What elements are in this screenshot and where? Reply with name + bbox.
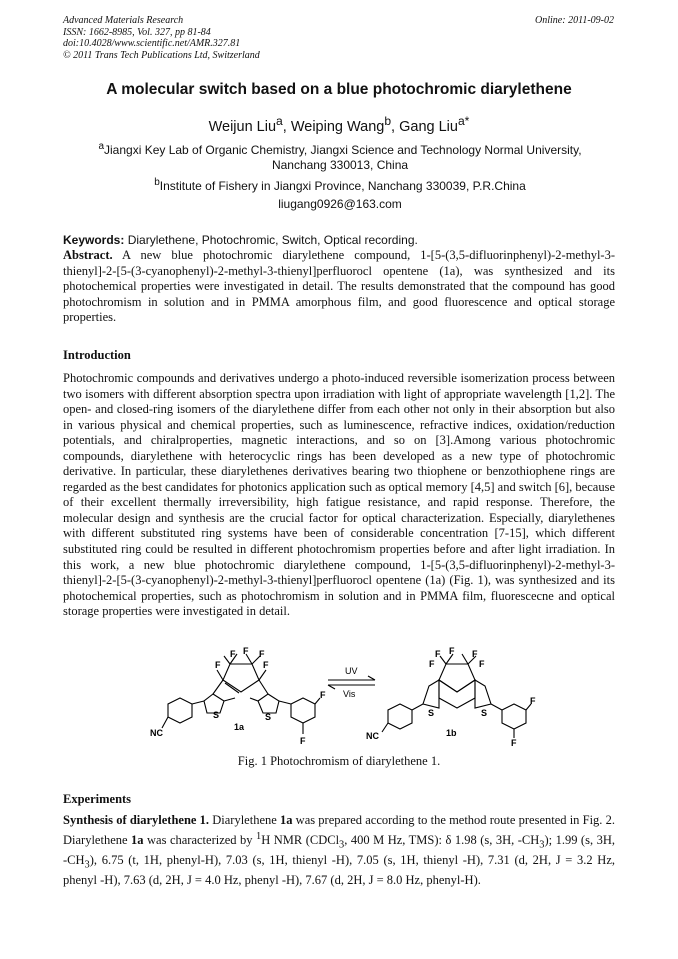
subscript: 3 (84, 859, 90, 871)
subscript: 3 (339, 839, 345, 851)
abstract-text: A new blue photochromic diarylethene compound, 1-[5-(3,5-difluorinphenyl)-2-methyl-3-thienyl]-2-[5-(3-cyanophenyl)-2-methyl-3-thienyl]perfluorocl opentene (1a), was synthesized and its photochemical properties were investigated in detail. The results demonstrated that the compound has good photochromism in solution and in PMMA amorphous film, and good fluorescence and optical storage properties. (63, 248, 616, 325)
text-run: ); 1.99 (s, 3H, -CH (63, 832, 615, 867)
cyclohexadiene-ring (439, 680, 475, 708)
section-heading-experiments: Experiments (63, 792, 132, 806)
keywords (63, 233, 615, 247)
copyright-line: © 2011 Trans Tech Publications Ltd, Switzerland (63, 49, 260, 61)
abstract (63, 248, 615, 326)
fluorine-label: F (215, 660, 221, 670)
fluorine-label: F (243, 646, 249, 656)
fluorine-label: F (511, 738, 517, 746)
affiliation (80, 139, 600, 173)
molecule-1b (382, 654, 531, 738)
text-run: was characterized by (143, 832, 257, 847)
fluorine-label: F (259, 649, 265, 659)
section-heading-introduction: Introduction (63, 348, 131, 362)
fluorine-label: F (320, 690, 326, 700)
figure-caption: Fig. 1 Photochromism of diarylethene 1. (237, 754, 441, 768)
doi-line: doi:10.4028/www.scientific.net/AMR.327.81 (63, 38, 241, 49)
reaction-arrows (328, 676, 375, 689)
text-run: Diarylethene (209, 813, 280, 827)
author-affiliation-mark: a* (457, 114, 470, 128)
experiments-body (63, 813, 615, 888)
uv-label: UV (345, 666, 358, 676)
compound-ref: 1a (279, 813, 293, 827)
perfluorocyclopentene-ring (223, 664, 259, 692)
text-run: ), 6.75 (t, 1H, phenyl-H), 7.03 (s, 1H, thienyl -H), 7.05 (s, 1H, thienyl -H), 7.31 (d, 2H, J = 3.2 Hz, phenyl -H), 7.63 (d, 2H, J = 4.0 Hz, phenyl -H), 7.67 (d, 2H, J = 8.0 Hz, phenyl-H). (63, 852, 615, 887)
issn-line: ISSN: 1662-8985, Vol. 327, pp 81-84 (63, 26, 211, 38)
affiliation-mark: a (98, 141, 104, 152)
thiophene-ring-right (475, 680, 491, 708)
sulfur-label: S (213, 710, 220, 720)
fluorine-label: F (435, 649, 441, 659)
author-name: Weijun Liu (208, 118, 277, 135)
author-name: Gang Liu (399, 118, 458, 135)
journal-name: Advanced Materials Research (63, 15, 184, 26)
difluorophenyl-ring (502, 704, 526, 729)
sulfur-label: S (265, 712, 272, 722)
keywords-text: Diarylethene, Photochromic, Switch, Optical recording. (127, 233, 418, 247)
affiliation-text: Jiangxi Key Lab of Organic Chemistry, Jiangxi Science and Technology Normal University, Nanchang 330013, China (104, 143, 582, 172)
photochromism-scheme (150, 646, 540, 746)
fluorine-label: F (479, 659, 485, 669)
compound-label-1b: 1b (446, 728, 457, 738)
fluorine-label: F (300, 736, 306, 746)
author-name: Weiping Wang (290, 118, 385, 135)
compound-label-1a: 1a (234, 722, 245, 732)
introduction-body (63, 371, 615, 620)
journal-header (63, 15, 260, 61)
fluorine-label: F (449, 646, 455, 656)
thiophene-ring-right (258, 694, 279, 713)
subscript: 3 (539, 839, 545, 851)
author-affiliation-mark: a (276, 114, 283, 128)
fluorine-label: F (230, 649, 236, 659)
author-list: Weijun Liu$^a$, Weiping Wang$^b$, Gang Liu$^{a*}$ (208, 114, 470, 135)
nitrile-label: NC (366, 731, 379, 741)
fluorine-label: F (263, 660, 269, 670)
fluorine-label: F (530, 696, 536, 706)
fluorine-label: F (429, 659, 435, 669)
paper-title: A molecular switch based on a blue photochromic diarylethene (106, 81, 572, 98)
nitrile-label: NC (150, 728, 163, 738)
text-run: was prepared according to the method route presented in Fig. 2. Diarylethene (63, 813, 615, 847)
vis-label: Vis (343, 689, 356, 699)
cyanophenyl-ring (168, 698, 192, 723)
introduction-paragraph: Photochromic compounds and derivatives undergo a photo-induced reversible isomerization process between two isomers with different absorption spectra upon irradiation with light of appropriate wavelength [1,2]. The open- and closed-ring isomers of the diarylethene differ from each other not only in their absorption but also in various physical and chemical properties, such as luminescence, refractive indices, oxidation/reduction potentials, and chiralproperties, magnetic interactions, and so on [3].Among various photochromic compounds, diarylethene with heterocyclic rings has been developed as a new type of photochromic derivative. In particular, these diarylethenes derivatives bearing two thiophene or benzothiophene rings are regarded as the best candidates for photonics application such as optical memory [4,5] and switch [6], because of their excellent thermally irreversibility, high fatigue resistance, and rapid response. Therefore, the molecular design and synthesis are the crucial factor for optical characterization. Especially, diarylethenes with different substituted ring systems have been of considerable concentration [7-15], which different substituted ring could be resulted in different photochromism properties before and after light irradiation. In this work, a new blue photochromic diarylethene compound, 1-[5-(3,5-difluorinphenyl)-2-methyl-3-thienyl]-2-[5-(3-cyanophenyl)-2-methyl-3-thienyl]perfluorocl opentene (1a) (Fig. 1), was synthesized and its photochemical properties, such as photochromism in solution and in PMMA film, fluorescecne and optical storage properties were investigated in detail. (63, 371, 615, 619)
perfluorocyclopentene-ring (439, 664, 475, 692)
cyanophenyl-ring (388, 704, 412, 729)
superscript: 1 (256, 830, 262, 842)
affiliation-mark: b (154, 177, 160, 188)
affiliation (80, 175, 600, 194)
author-affiliation-mark: b (384, 114, 392, 128)
keywords-label: Keywords: (63, 233, 125, 247)
affiliation-text: Institute of Fishery in Jiangxi Province, Nanchang 330039, P.R.China (159, 179, 526, 193)
corresponding-email[interactable]: liugang0926@163.com (278, 197, 402, 211)
difluorophenyl-ring (291, 698, 315, 723)
text-run: , 400 M Hz, TMS): δ 1.98 (s, 3H, -CH (344, 832, 540, 847)
thiophene-ring-left (423, 680, 439, 708)
sulfur-label: S (481, 708, 488, 718)
fluorine-label: F (472, 649, 478, 659)
compound-ref: 1a (131, 832, 144, 847)
run-in-heading: Synthesis of diarylethene 1. (63, 813, 210, 827)
text-run: H NMR (CDCl (261, 832, 340, 847)
online-date: Online: 2011-09-02 (535, 15, 614, 26)
sulfur-label: S (428, 708, 435, 718)
experiments-paragraph (63, 813, 615, 888)
abstract-label: Abstract. (63, 248, 113, 262)
